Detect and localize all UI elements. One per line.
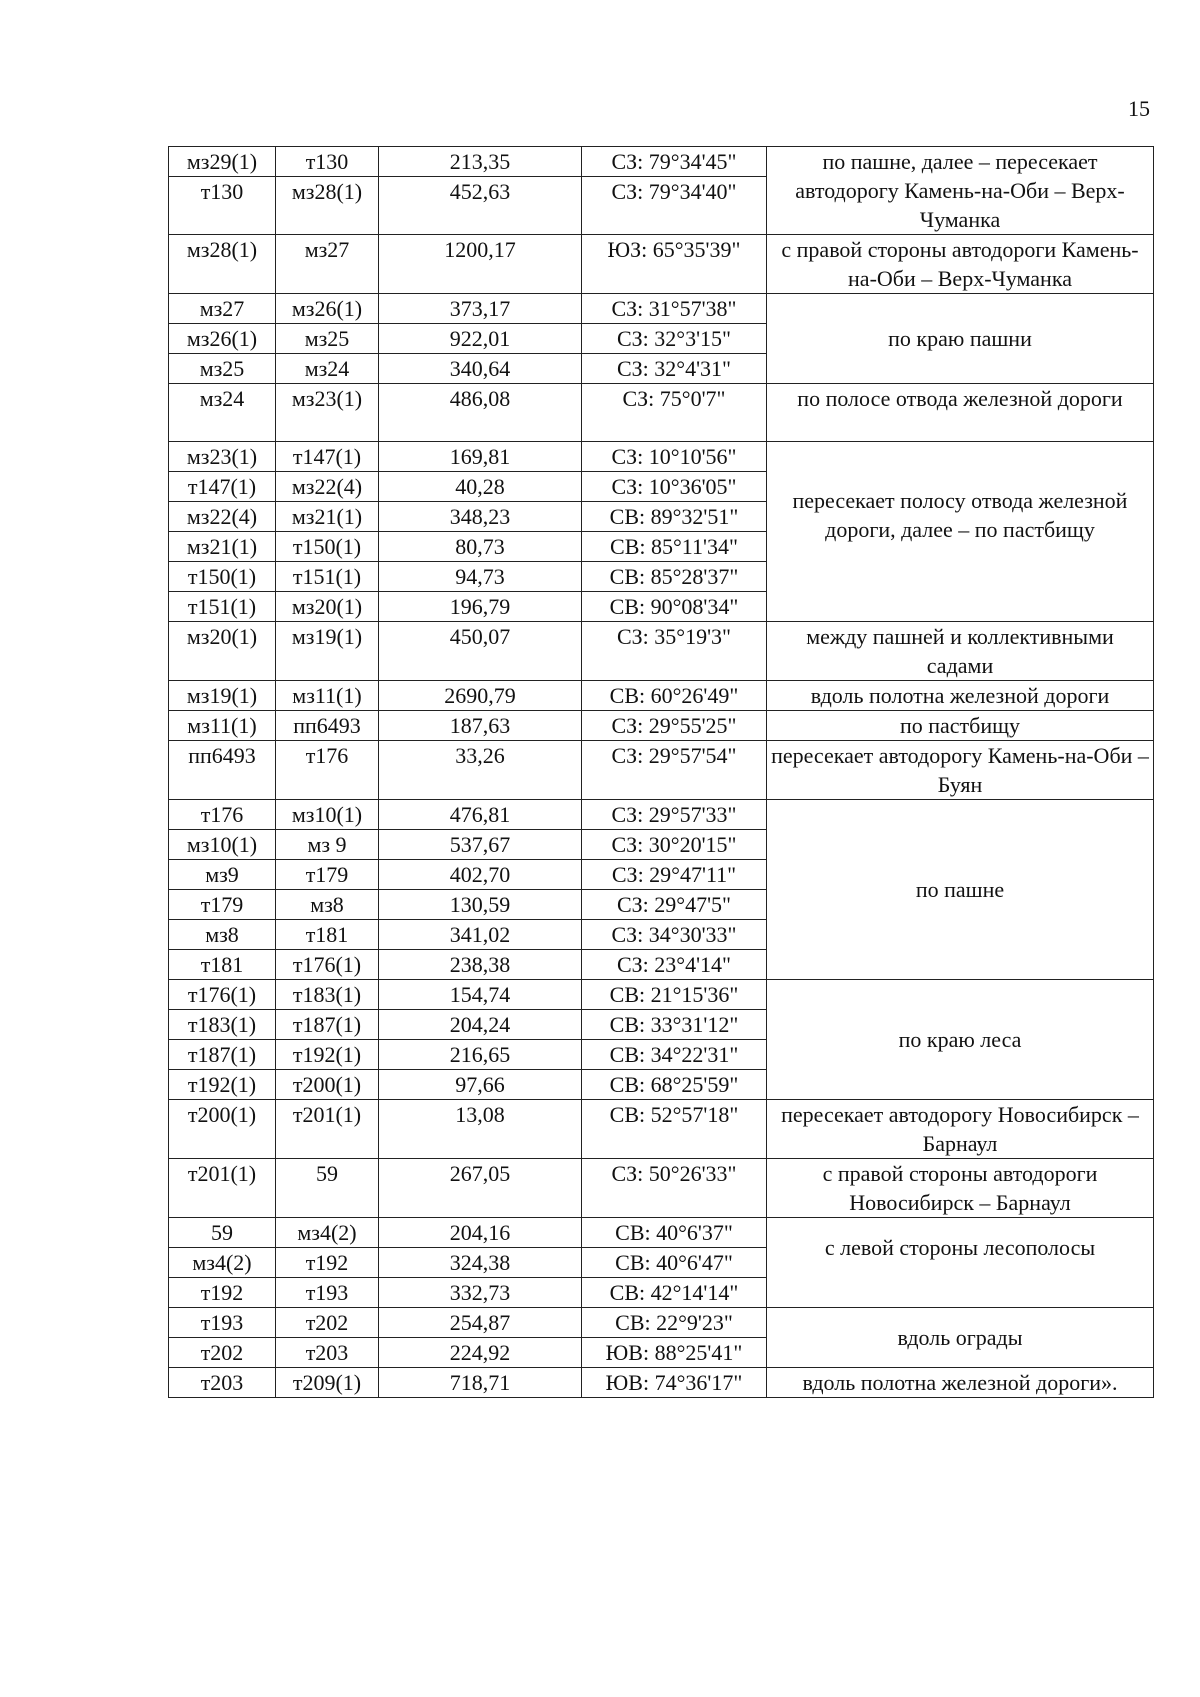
length-cell: 340,64 [379, 354, 582, 384]
route-description-cell: по пастбищу [767, 711, 1154, 741]
route-description-cell: по пашне, далее – пересекает автодорогу Камень-на-Оби – Верх-Чуманка [767, 147, 1154, 235]
boundary-table-body [169, 147, 1154, 1398]
length-cell: 204,24 [379, 1010, 582, 1040]
to-point-cell: мз10(1) [276, 800, 379, 830]
from-point-cell: мз11(1) [169, 711, 276, 741]
bearing-cell: СЗ: 30°20'15" [582, 830, 767, 860]
route-description-cell: по пашне [767, 800, 1154, 980]
bearing-cell: СВ: 33°31'12" [582, 1010, 767, 1040]
table-row [169, 1308, 1154, 1338]
table-row [169, 681, 1154, 711]
to-point-cell: т203 [276, 1338, 379, 1368]
to-point-cell: т201(1) [276, 1100, 379, 1159]
length-cell: 452,63 [379, 177, 582, 235]
length-cell: 238,38 [379, 950, 582, 980]
bearing-cell: СЗ: 29°55'25" [582, 711, 767, 741]
bearing-cell: СЗ: 79°34'45" [582, 147, 767, 177]
bearing-cell: СВ: 40°6'47" [582, 1248, 767, 1278]
table-row [169, 235, 1154, 294]
length-cell: 450,07 [379, 622, 582, 681]
from-point-cell: т202 [169, 1338, 276, 1368]
bearing-cell: СЗ: 75°0'7" [582, 384, 767, 442]
length-cell: 130,59 [379, 890, 582, 920]
to-point-cell: т209(1) [276, 1368, 379, 1398]
length-cell: 332,73 [379, 1278, 582, 1308]
table-row [169, 800, 1154, 830]
route-description-cell: вдоль ограды [767, 1308, 1154, 1368]
from-point-cell: т201(1) [169, 1159, 276, 1218]
from-point-cell: т176(1) [169, 980, 276, 1010]
length-cell: 324,38 [379, 1248, 582, 1278]
bearing-cell: СВ: 42°14'14" [582, 1278, 767, 1308]
to-point-cell: мз4(2) [276, 1218, 379, 1248]
from-point-cell: т147(1) [169, 472, 276, 502]
from-point-cell: мз21(1) [169, 532, 276, 562]
bearing-cell: ЮВ: 74°36'17" [582, 1368, 767, 1398]
route-description-cell: вдоль полотна железной дороги [767, 681, 1154, 711]
from-point-cell: мз27 [169, 294, 276, 324]
to-point-cell: мз 9 [276, 830, 379, 860]
bearing-cell: СВ: 34°22'31" [582, 1040, 767, 1070]
table-row [169, 711, 1154, 741]
bearing-cell: СЗ: 10°10'56" [582, 442, 767, 472]
length-cell: 537,67 [379, 830, 582, 860]
bearing-cell: СЗ: 32°4'31" [582, 354, 767, 384]
length-cell: 154,74 [379, 980, 582, 1010]
to-point-cell: мз26(1) [276, 294, 379, 324]
length-cell: 373,17 [379, 294, 582, 324]
table-row [169, 147, 1154, 177]
from-point-cell: мз25 [169, 354, 276, 384]
route-description-cell: по краю леса [767, 980, 1154, 1100]
length-cell: 13,08 [379, 1100, 582, 1159]
table-row [169, 294, 1154, 324]
bearing-cell: СЗ: 34°30'33" [582, 920, 767, 950]
bearing-cell: СЗ: 32°3'15" [582, 324, 767, 354]
to-point-cell: т202 [276, 1308, 379, 1338]
length-cell: 1200,17 [379, 235, 582, 294]
table-row [169, 384, 1154, 442]
to-point-cell: т192 [276, 1248, 379, 1278]
bearing-cell: ЮВ: 88°25'41" [582, 1338, 767, 1368]
from-point-cell: мз10(1) [169, 830, 276, 860]
table-row [169, 1218, 1154, 1248]
bearing-cell: СЗ: 35°19'3" [582, 622, 767, 681]
length-cell: 267,05 [379, 1159, 582, 1218]
to-point-cell: т147(1) [276, 442, 379, 472]
to-point-cell: т130 [276, 147, 379, 177]
from-point-cell: пп6493 [169, 741, 276, 800]
bearing-cell: СЗ: 10°36'05" [582, 472, 767, 502]
from-point-cell: мз22(4) [169, 502, 276, 532]
to-point-cell: т187(1) [276, 1010, 379, 1040]
to-point-cell: т200(1) [276, 1070, 379, 1100]
from-point-cell: т150(1) [169, 562, 276, 592]
table-row [169, 741, 1154, 800]
to-point-cell: т181 [276, 920, 379, 950]
to-point-cell: мз21(1) [276, 502, 379, 532]
bearing-cell: СЗ: 29°47'5" [582, 890, 767, 920]
from-point-cell: мз26(1) [169, 324, 276, 354]
length-cell: 2690,79 [379, 681, 582, 711]
bearing-cell: СВ: 60°26'49" [582, 681, 767, 711]
table-row [169, 622, 1154, 681]
route-description-cell: по полосе отвода железной дороги [767, 384, 1154, 442]
bearing-cell: СЗ: 29°47'11" [582, 860, 767, 890]
length-cell: 348,23 [379, 502, 582, 532]
length-cell: 486,08 [379, 384, 582, 442]
length-cell: 922,01 [379, 324, 582, 354]
from-point-cell: т200(1) [169, 1100, 276, 1159]
bearing-cell: СЗ: 31°57'38" [582, 294, 767, 324]
route-description-cell: с правой стороны автодороги Камень-на-Оби – Верх-Чуманка [767, 235, 1154, 294]
from-point-cell: т192 [169, 1278, 276, 1308]
from-point-cell: т176 [169, 800, 276, 830]
bearing-cell: СВ: 21°15'36" [582, 980, 767, 1010]
route-description-cell: пересекает полосу отвода железной дороги, далее – по пастбищу [767, 442, 1154, 622]
boundary-table [168, 146, 1154, 1398]
from-point-cell: мз23(1) [169, 442, 276, 472]
to-point-cell: мз25 [276, 324, 379, 354]
to-point-cell: т176(1) [276, 950, 379, 980]
length-cell: 169,81 [379, 442, 582, 472]
to-point-cell: т176 [276, 741, 379, 800]
from-point-cell: мз24 [169, 384, 276, 442]
from-point-cell: т193 [169, 1308, 276, 1338]
route-description-cell: между пашней и коллективными садами [767, 622, 1154, 681]
bearing-cell: СЗ: 29°57'33" [582, 800, 767, 830]
table-row [169, 1368, 1154, 1398]
bearing-cell: ЮЗ: 65°35'39" [582, 235, 767, 294]
length-cell: 196,79 [379, 592, 582, 622]
length-cell: 94,73 [379, 562, 582, 592]
route-description-cell: пересекает автодорогу Камень-на-Оби – Буян [767, 741, 1154, 800]
from-point-cell: т179 [169, 890, 276, 920]
to-point-cell: 59 [276, 1159, 379, 1218]
from-point-cell: 59 [169, 1218, 276, 1248]
length-cell: 80,73 [379, 532, 582, 562]
route-description-cell: по краю пашни [767, 294, 1154, 384]
table-row [169, 980, 1154, 1010]
from-point-cell: мз28(1) [169, 235, 276, 294]
length-cell: 216,65 [379, 1040, 582, 1070]
length-cell: 40,28 [379, 472, 582, 502]
to-point-cell: мз11(1) [276, 681, 379, 711]
route-description-cell: пересекает автодорогу Новосибирск – Барнаул [767, 1100, 1154, 1159]
table-row [169, 1159, 1154, 1218]
length-cell: 33,26 [379, 741, 582, 800]
to-point-cell: мз19(1) [276, 622, 379, 681]
to-point-cell: т151(1) [276, 562, 379, 592]
to-point-cell: т192(1) [276, 1040, 379, 1070]
from-point-cell: т187(1) [169, 1040, 276, 1070]
length-cell: 224,92 [379, 1338, 582, 1368]
from-point-cell: мз4(2) [169, 1248, 276, 1278]
bearing-cell: СЗ: 50°26'33" [582, 1159, 767, 1218]
bearing-cell: СЗ: 29°57'54" [582, 741, 767, 800]
from-point-cell: т151(1) [169, 592, 276, 622]
from-point-cell: мз20(1) [169, 622, 276, 681]
bearing-cell: СВ: 85°28'37" [582, 562, 767, 592]
bearing-cell: СВ: 68°25'59" [582, 1070, 767, 1100]
length-cell: 254,87 [379, 1308, 582, 1338]
from-point-cell: мз8 [169, 920, 276, 950]
bearing-cell: СЗ: 79°34'40" [582, 177, 767, 235]
length-cell: 402,70 [379, 860, 582, 890]
length-cell: 187,63 [379, 711, 582, 741]
to-point-cell: мз20(1) [276, 592, 379, 622]
length-cell: 341,02 [379, 920, 582, 950]
length-cell: 213,35 [379, 147, 582, 177]
route-description-cell: с правой стороны автодороги Новосибирск – Барнаул [767, 1159, 1154, 1218]
to-point-cell: мз8 [276, 890, 379, 920]
from-point-cell: т130 [169, 177, 276, 235]
length-cell: 718,71 [379, 1368, 582, 1398]
to-point-cell: мз24 [276, 354, 379, 384]
route-description-cell: вдоль полотна железной дороги». [767, 1368, 1154, 1398]
from-point-cell: мз19(1) [169, 681, 276, 711]
table-row [169, 1100, 1154, 1159]
to-point-cell: т193 [276, 1278, 379, 1308]
length-cell: 97,66 [379, 1070, 582, 1100]
from-point-cell: мз29(1) [169, 147, 276, 177]
from-point-cell: т181 [169, 950, 276, 980]
to-point-cell: пп6493 [276, 711, 379, 741]
from-point-cell: т183(1) [169, 1010, 276, 1040]
bearing-cell: СВ: 85°11'34" [582, 532, 767, 562]
page-number: 15 [1128, 96, 1150, 121]
bearing-cell: СЗ: 23°4'14" [582, 950, 767, 980]
to-point-cell: т150(1) [276, 532, 379, 562]
from-point-cell: мз9 [169, 860, 276, 890]
from-point-cell: т203 [169, 1368, 276, 1398]
to-point-cell: мз23(1) [276, 384, 379, 442]
to-point-cell: т179 [276, 860, 379, 890]
to-point-cell: мз28(1) [276, 177, 379, 235]
from-point-cell: т192(1) [169, 1070, 276, 1100]
table-row [169, 442, 1154, 472]
bearing-cell: СВ: 89°32'51" [582, 502, 767, 532]
bearing-cell: СВ: 90°08'34" [582, 592, 767, 622]
to-point-cell: т183(1) [276, 980, 379, 1010]
bearing-cell: СВ: 40°6'37" [582, 1218, 767, 1248]
length-cell: 476,81 [379, 800, 582, 830]
length-cell: 204,16 [379, 1218, 582, 1248]
bearing-cell: СВ: 52°57'18" [582, 1100, 767, 1159]
to-point-cell: мз22(4) [276, 472, 379, 502]
to-point-cell: мз27 [276, 235, 379, 294]
route-description-cell: с левой стороны лесополосы [767, 1218, 1154, 1308]
bearing-cell: СВ: 22°9'23" [582, 1308, 767, 1338]
